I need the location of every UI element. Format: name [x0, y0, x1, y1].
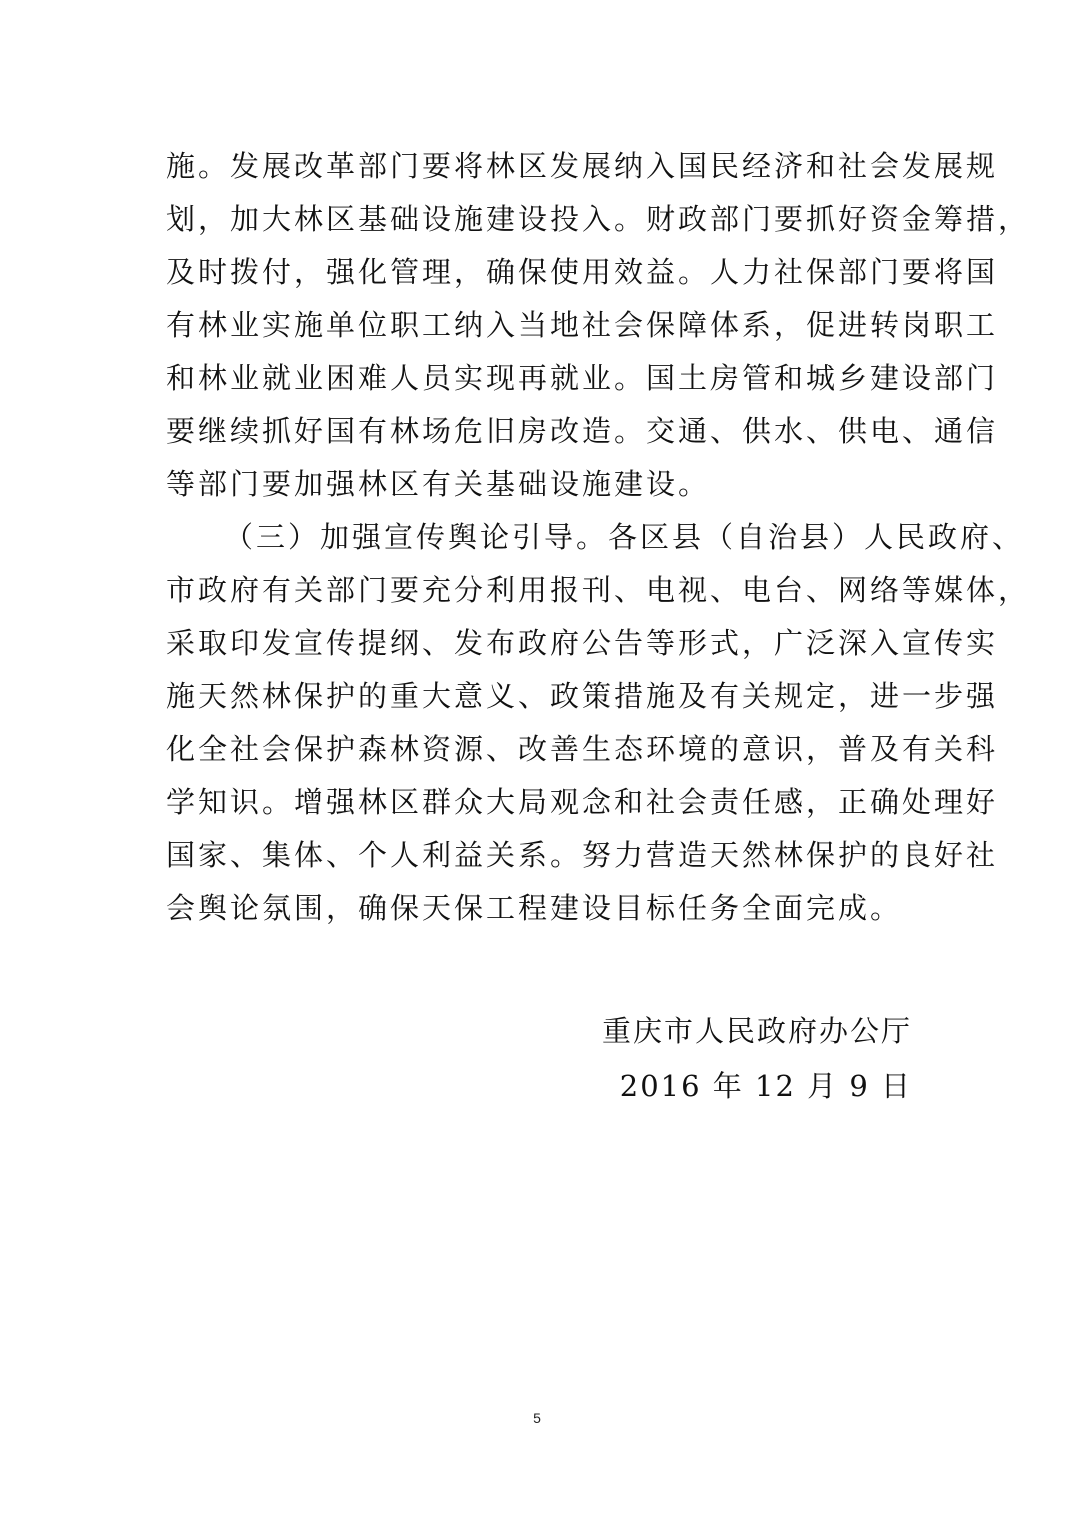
text-line: 化全社会保护森林资源、改善生态环境的意识，普及有关科 [166, 732, 999, 766]
signature-block [602, 1004, 912, 1114]
text-line: 采取印发宣传提纲、发布政府公告等形式，广泛深入宣传实 [166, 626, 999, 660]
page-number: 5 [533, 1410, 541, 1426]
paragraph-1 [166, 140, 1031, 511]
text-line: 施天然林保护的重大意义、政策措施及有关规定，进一步强 [166, 679, 999, 713]
document-body [166, 140, 1031, 935]
text-line: 学知识。增强林区群众大局观念和社会责任感，正确处理好 [166, 785, 999, 819]
text-line: （三）加强宣传舆论引导。各区县（自治县）人民政府、 [224, 520, 1025, 554]
text-line: 有林业实施单位职工纳入当地社会保障体系，促进转岗职工 [166, 308, 999, 342]
issuing-organization: 重庆市人民政府办公厅 [601, 1014, 912, 1048]
text-line: 施。发展改革部门要将林区发展纳入国民经济和社会发展规 [166, 149, 999, 183]
text-line: 及时拨付，强化管理，确保使用效益。人力社保部门要将国 [166, 255, 999, 289]
text-line: 划，加大林区基础设施建设投入。财政部门要抓好资金筹措， [166, 202, 1031, 236]
text-line: 等部门要加强林区有关基础设施建设。 [166, 467, 711, 501]
text-line: 会舆论氛围，确保天保工程建设目标任务全面完成。 [166, 891, 903, 925]
text-line: 和林业就业困难人员实现再就业。国土房管和城乡建设部门 [166, 361, 999, 395]
text-line: 市政府有关部门要充分利用报刊、电视、电台、网络等媒体， [166, 573, 1031, 607]
text-line: 要继续抓好国有林场危旧房改造。交通、供水、供电、通信 [166, 414, 999, 448]
text-line: 国家、集体、个人利益关系。努力营造天然林保护的良好社 [166, 838, 999, 872]
issue-date: 2016 年 12 月 9 日 [619, 1069, 912, 1103]
paragraph-2 [166, 511, 1031, 935]
